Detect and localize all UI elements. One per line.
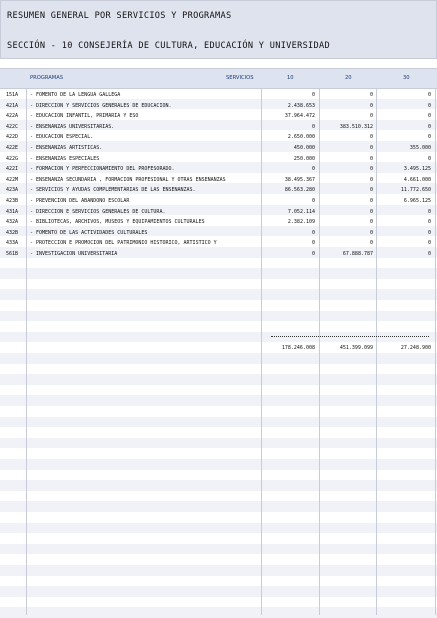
value-30: 0 bbox=[427, 113, 431, 120]
value-20: 0 bbox=[369, 92, 373, 98]
value-10: 0 bbox=[311, 123, 315, 130]
value-10: 0 bbox=[311, 251, 315, 257]
table-row bbox=[0, 249, 437, 260]
value-20: 0 bbox=[369, 176, 373, 183]
value-30: 0 bbox=[427, 251, 431, 257]
section-title: SECCIÓN - 10 CONSEJERÍA DE CULTURA, EDUCACIÓN Y UNIVERSIDAD bbox=[7, 41, 330, 51]
servicios-header: SERVICIOS bbox=[226, 75, 254, 81]
table-row bbox=[0, 207, 437, 218]
value-30: 0 bbox=[427, 102, 431, 109]
programas-header: PROGRAMAS bbox=[30, 75, 64, 81]
table-row bbox=[0, 111, 437, 122]
program-description: - ENSEÑANZAS ESPECIALES bbox=[30, 155, 100, 162]
col-20-header: 20 bbox=[345, 75, 352, 81]
total-30: 27.248.900 bbox=[400, 345, 431, 351]
value-30: 3.495.125 bbox=[403, 166, 431, 173]
table-row bbox=[0, 175, 437, 186]
program-description: - FORMACIÓN Y PERFECCIONAMIENTO DEL PROFESORADO. bbox=[30, 166, 175, 173]
value-30: 0 bbox=[427, 92, 431, 98]
value-20: 383.510.312 bbox=[339, 123, 373, 130]
program-code: 423A bbox=[6, 187, 19, 194]
program-code: 151A bbox=[6, 92, 19, 98]
program-code: 421A bbox=[6, 102, 19, 109]
value-20: 0 bbox=[369, 155, 373, 162]
value-10: 0 bbox=[311, 166, 315, 173]
program-code: 422E bbox=[6, 145, 19, 151]
program-code: 422G bbox=[6, 155, 19, 162]
program-description: - BIBLIOTECAS, ARCHIVOS, MUSEOS Y EQUIPAMIENTOS CULTURALES bbox=[30, 219, 205, 226]
table-row bbox=[0, 185, 437, 196]
program-description: - PREVENCIÓN DEL ABANDONO ESCOLAR bbox=[30, 198, 130, 204]
value-20: 0 bbox=[369, 198, 373, 204]
program-description: - PROTECCIÓN E PROMOCIÓN DEL PATRIMONIO HISTÓRICO, ARTÍSTICO Y bbox=[30, 240, 217, 247]
table-row bbox=[0, 154, 437, 165]
program-description: - ENSEÑANZAS ARTÍSTICAS. bbox=[30, 145, 103, 151]
value-30: 4.661.000 bbox=[403, 176, 431, 183]
value-20: 0 bbox=[369, 240, 373, 247]
table-row bbox=[0, 132, 437, 143]
total-20: 451.399.099 bbox=[339, 345, 373, 351]
value-30: 11.772.650 bbox=[400, 187, 431, 194]
value-10: 2.650.000 bbox=[287, 134, 315, 141]
table-row bbox=[0, 217, 437, 228]
program-description: - FOMENTO DE LAS ACTIVIDADES CULTURALES bbox=[30, 229, 148, 236]
summary-table bbox=[0, 68, 437, 615]
total-10: 178.246.008 bbox=[281, 345, 315, 351]
col-30-header: 30 bbox=[403, 75, 410, 81]
table-row bbox=[0, 238, 437, 249]
value-20: 0 bbox=[369, 145, 373, 151]
value-30: 355.000 bbox=[409, 145, 431, 151]
program-code: 422C bbox=[6, 123, 19, 130]
table-row bbox=[0, 143, 437, 154]
value-30: 0 bbox=[427, 134, 431, 141]
value-30: 0 bbox=[427, 229, 431, 236]
program-code: 422I bbox=[6, 166, 19, 173]
program-code: 431A bbox=[6, 208, 19, 215]
program-code: 561B bbox=[6, 251, 19, 257]
value-20: 0 bbox=[369, 166, 373, 173]
value-10: 0 bbox=[311, 198, 315, 204]
report-title: RESUMEN GENERAL POR SERVICIOS Y PROGRAMAS bbox=[7, 11, 232, 21]
program-description: - INVESTIGACIÓN UNIVERSITARIA bbox=[30, 251, 118, 257]
program-description: - DIRECCIÓN E SERVICIOS GENERALES DE CULTURA. bbox=[30, 208, 166, 215]
program-code: 422D bbox=[6, 134, 19, 141]
program-code: 423B bbox=[6, 198, 19, 204]
value-10: 0 bbox=[311, 92, 315, 98]
value-10: 86.563.280 bbox=[284, 187, 315, 194]
report-header bbox=[0, 0, 437, 59]
value-30: 0 bbox=[427, 240, 431, 247]
value-20: 0 bbox=[369, 113, 373, 120]
table-row bbox=[0, 101, 437, 112]
program-description: - EDUCACIÓN INFANTIL, PRIMARIA Y ESO bbox=[30, 113, 139, 120]
value-10: 0 bbox=[311, 240, 315, 247]
table-row bbox=[0, 122, 437, 133]
total-separator bbox=[271, 336, 429, 337]
value-10: 450.000 bbox=[293, 145, 315, 151]
value-30: 0 bbox=[427, 155, 431, 162]
program-code: 432B bbox=[6, 229, 19, 236]
table-row bbox=[0, 196, 437, 207]
program-code: 422A bbox=[6, 113, 19, 120]
value-10: 2.438.653 bbox=[287, 102, 315, 109]
value-30: 0 bbox=[427, 123, 431, 130]
table-row bbox=[0, 90, 437, 101]
value-30: 6.965.125 bbox=[403, 198, 431, 204]
table-row bbox=[0, 228, 437, 239]
program-description: - EDUCACIÓN ESPECIAL. bbox=[30, 134, 94, 141]
col-10-header: 10 bbox=[287, 75, 294, 81]
value-10: 37.964.472 bbox=[284, 113, 315, 120]
totals-row bbox=[0, 343, 437, 354]
program-description: - SERVICIOS Y AYUDAS COMPLEMENTARIAS DE LAS ENSEÑANZAS. bbox=[30, 187, 196, 194]
value-10: 2.382.109 bbox=[287, 219, 315, 226]
value-20: 0 bbox=[369, 229, 373, 236]
program-description: - ENSEÑANZA SECUNDARIA , FORMACIÓN PROFESIONAL Y OTRAS ENSEÑANZAS bbox=[30, 176, 226, 183]
value-10: 0 bbox=[311, 229, 315, 236]
value-30: 0 bbox=[427, 208, 431, 215]
program-description: - FOMENTO DE LA LENGUA GALLEGA bbox=[30, 92, 121, 98]
value-10: 38.495.367 bbox=[284, 176, 315, 183]
value-20: 0 bbox=[369, 208, 373, 215]
program-description: - ENSEÑANZAS UNIVERSITARIAS. bbox=[30, 123, 115, 130]
table-header bbox=[0, 68, 437, 89]
program-code: 433A bbox=[6, 240, 19, 247]
program-code: 422M bbox=[6, 176, 19, 183]
value-20: 0 bbox=[369, 134, 373, 141]
value-20: 0 bbox=[369, 219, 373, 226]
program-description: - DIRECCIÓN Y SERVICIOS GENERALES DE EDUCACIÓN. bbox=[30, 102, 172, 109]
program-code: 432A bbox=[6, 219, 19, 226]
value-20: 0 bbox=[369, 102, 373, 109]
value-20: 0 bbox=[369, 187, 373, 194]
value-30: 0 bbox=[427, 219, 431, 226]
value-10: 250.000 bbox=[293, 155, 315, 162]
value-10: 7.052.114 bbox=[287, 208, 315, 215]
table-row bbox=[0, 164, 437, 175]
value-20: 67.888.787 bbox=[342, 251, 373, 257]
